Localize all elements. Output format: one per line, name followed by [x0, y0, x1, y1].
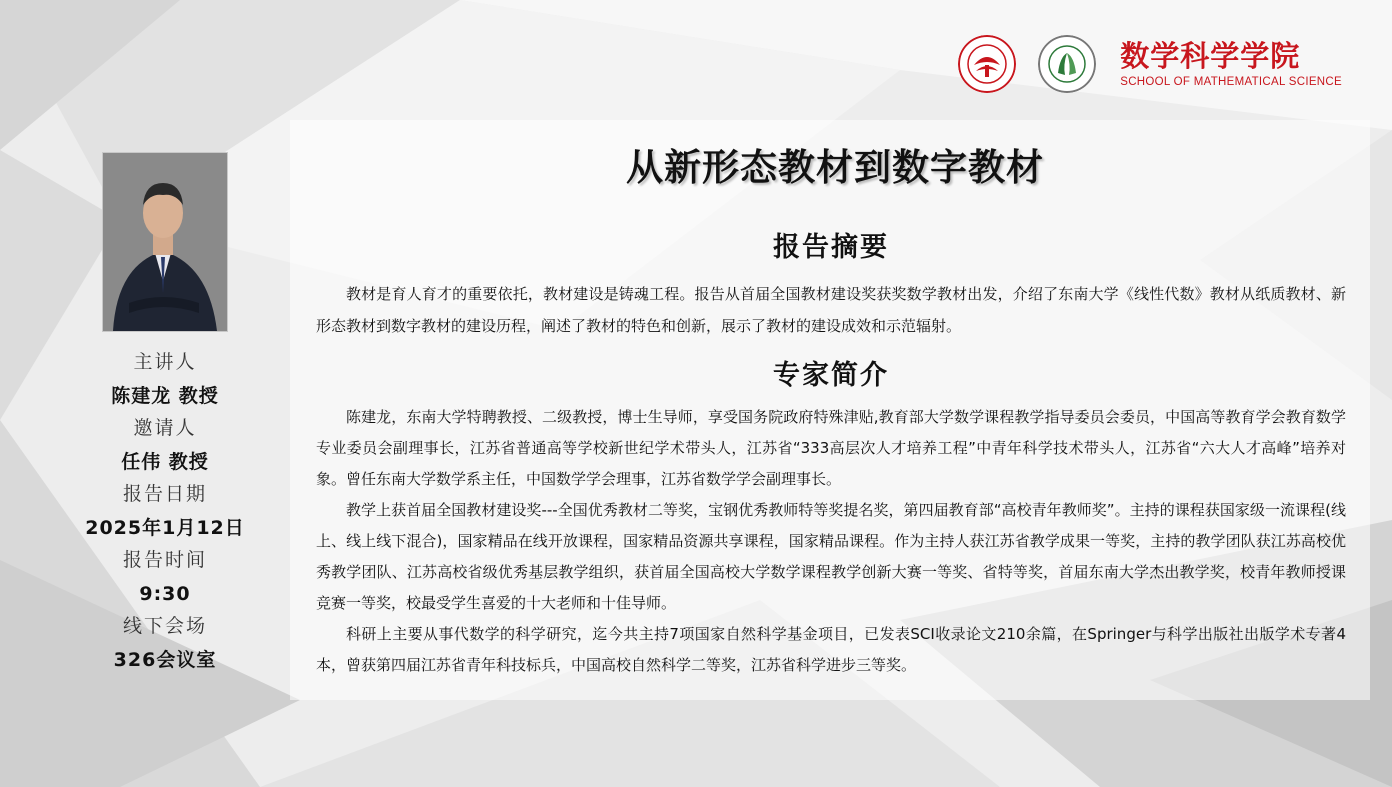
school-name [1120, 39, 1342, 89]
speaker-label: 主讲人 [133, 351, 197, 373]
speaker-portrait-icon [103, 153, 227, 331]
bio-heading: 专家简介 [773, 360, 889, 391]
university-seal-icon [958, 35, 1016, 93]
date-label: 报告日期 [122, 483, 207, 505]
school-name-chinese: 数学科学学院 [1120, 39, 1301, 73]
page-title: 从新形态教材到数字教材 [626, 146, 1044, 189]
school-seal-icon [1038, 35, 1096, 93]
time-label: 报告时间 [122, 549, 207, 571]
speaker-photo [102, 152, 228, 332]
bio-paragraph: 教学上获首届全国教材建设奖---全国优秀教材二等奖，宝钢优秀教师特等奖提名奖，第四届教育部“高校青年教师奖”。主持的课程获国家级一流课程(线上、线上线下混合)，国家精品在线开放课程，国家精品资源共享课程，国家精品课程。作为主持人获江苏省教学成果一等奖，主持的教学团队获江苏高校优秀教学团队、江苏高校省级优秀基层教学组织，获首届全国高校大学数学课程教学创新大赛一等奖、省特等奖，首届东南大学杰出教学奖，校青年教师授课竞赛一等奖，校最受学生喜爱的十大老师和十佳导师。 [316, 501, 1346, 612]
bio-section [316, 402, 1346, 681]
bio-paragraph: 科研上主要从事代数学的科学研究，迄今共主持7项国家自然科学基金项目，已发表SCI收录论文210余篇，在Springer与科学出版社出版学术专著4本，曾获第四届江苏省青年科技标兵，中国高校自然科学二等奖，江苏省科学进步三等奖。 [316, 625, 1346, 674]
date-value: 2025年1月12日 [85, 517, 245, 539]
venue-label: 线下会场 [122, 615, 207, 637]
abstract-text: 教材是育人育才的重要依托，教材建设是铸魂工程。报告从首届全国教材建设奖获奖数学教材出发，介绍了东南大学《线性代数》教材从纸质教材、新形态教材到数字教材的建设历程，阐述了教材的特色和创新，展示了教材的建设成效和示范辐射。 [316, 285, 1346, 335]
inviter-label: 邀请人 [133, 417, 197, 439]
time-value: 9:30 [139, 583, 191, 605]
abstract-heading: 报告摘要 [773, 232, 889, 263]
main-content [316, 140, 1346, 681]
inviter-name: 任伟 教授 [121, 451, 209, 473]
speaker-name: 陈建龙 教授 [111, 385, 219, 407]
venue-value: 326会议室 [113, 649, 217, 671]
school-name-english: SCHOOL OF MATHEMATICAL SCIENCE [1120, 76, 1342, 88]
bio-paragraph: 陈建龙，东南大学特聘教授、二级教授，博士生导师，享受国务院政府特殊津贴,教育部大学数学课程教学指导委员会委员，中国高等教育学会教育数学专业委员会副理事长，江苏省普通高等学校新世纪学术带头人，江苏省“333高层次人才培养工程”中青年科学技术带头人，江苏省“六大人才高峰”培养对象。曾任东南大学数学系主任，中国数学学会理事，江苏省数学学会副理事长。 [316, 408, 1346, 488]
header-logos [958, 33, 1342, 95]
speaker-panel [60, 152, 270, 674]
